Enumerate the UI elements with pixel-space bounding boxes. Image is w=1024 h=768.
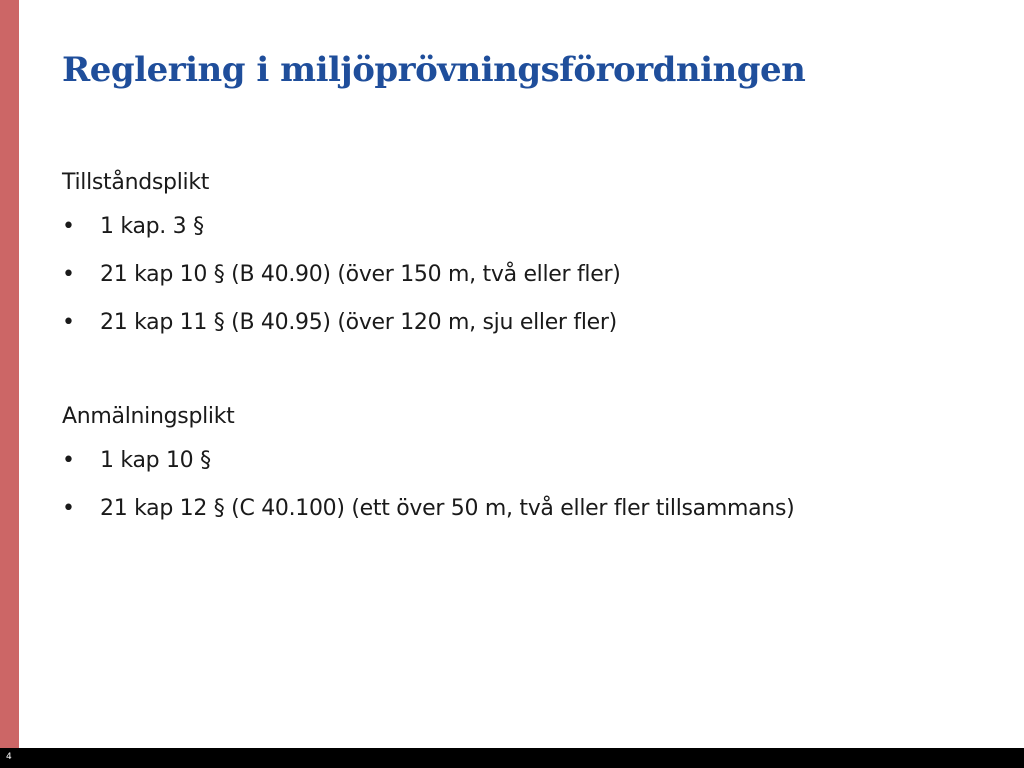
section-anmalningsplikt bbox=[62, 398, 1002, 538]
bullet-list bbox=[62, 442, 1002, 538]
list-item bbox=[62, 442, 1002, 490]
list-item bbox=[62, 208, 1002, 256]
page-number: 4 bbox=[6, 752, 12, 762]
bullet-icon: • bbox=[62, 214, 75, 239]
slide-content bbox=[62, 164, 1002, 538]
list-item-text: 1 kap 10 § bbox=[100, 448, 211, 473]
bullet-icon: • bbox=[62, 310, 75, 335]
list-item bbox=[62, 256, 1002, 304]
section-tillstandsplikt bbox=[62, 164, 1002, 352]
list-item-text: 21 kap 11 § (B 40.95) (över 120 m, sju eller fler) bbox=[100, 310, 617, 335]
list-item bbox=[62, 304, 1002, 352]
bullet-icon: • bbox=[62, 496, 75, 521]
bullet-list bbox=[62, 208, 1002, 352]
section-heading: Anmälningsplikt bbox=[62, 404, 235, 429]
list-item bbox=[62, 490, 1002, 538]
left-accent-bar bbox=[0, 0, 19, 748]
bottom-footer-bar bbox=[0, 748, 1024, 768]
bullet-icon: • bbox=[62, 448, 75, 473]
section-spacer bbox=[62, 352, 1002, 398]
list-item-text: 21 kap 10 § (B 40.90) (över 150 m, två eller fler) bbox=[100, 262, 621, 287]
list-item-text: 21 kap 12 § (C 40.100) (ett över 50 m, två eller fler tillsammans) bbox=[100, 496, 795, 521]
section-heading: Tillståndsplikt bbox=[62, 170, 210, 195]
list-item-text: 1 kap. 3 § bbox=[100, 214, 204, 239]
slide-title: Reglering i miljöprövningsförordningen bbox=[62, 50, 806, 90]
bullet-icon: • bbox=[62, 262, 75, 287]
